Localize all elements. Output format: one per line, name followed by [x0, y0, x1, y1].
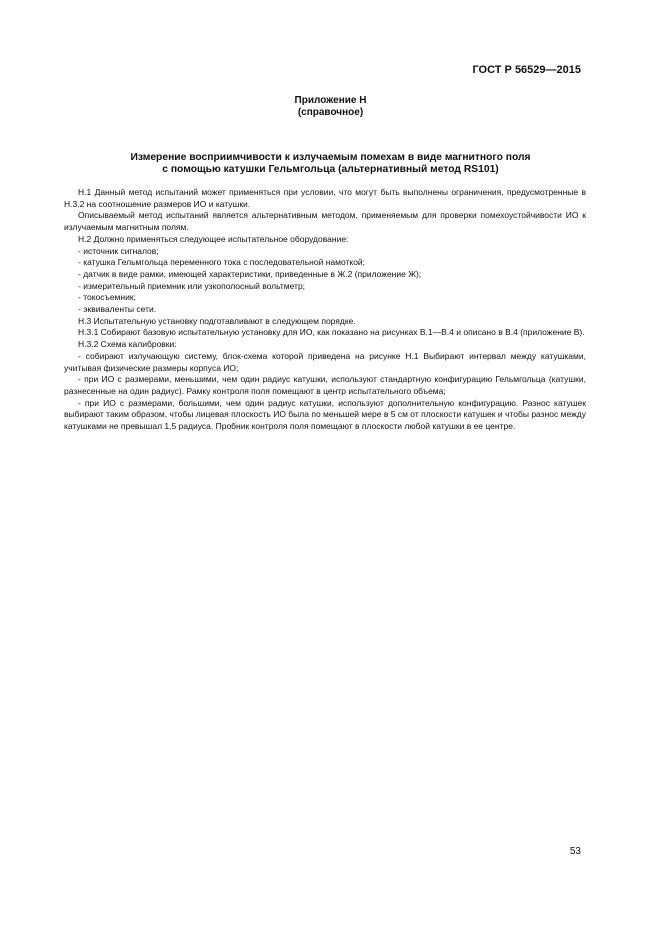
section-title — [70, 152, 591, 176]
paragraph: Н.3.1 Собирают базовую испытательную установку для ИО, как показано на рисунках В.1—В.4 и описано в В.4 (приложение В). — [78, 327, 585, 338]
appendix-kind: (справочное) — [297, 107, 364, 118]
paragraph: Н.2 Должно применяться следующее испытательное оборудование: — [78, 233, 349, 244]
section-title-line-2: с помощью катушки Гельмгольца (альтернативный метод RS101) — [162, 164, 499, 175]
section-title-line-1: Измерение восприимчивости к излучаемым помехам в виде магнитного поля — [130, 152, 531, 163]
list-item: - датчик в виде рамки, имеющей характеристики, приведенные в Ж.2 (приложение Ж); — [78, 268, 422, 279]
paragraph: Н.1 Данный метод испытаний может применяться при условии, что могут быть выполнены ограничения, предусмотренные в Н.3.2 на соотношение размеров ИО и катушки. — [64, 187, 586, 209]
appendix-heading — [0, 95, 661, 119]
list-item: - эквиваленты сети. — [78, 304, 157, 315]
list-item: - измерительный приемник или узкополосный вольтметр; — [78, 280, 306, 291]
list-item: - при ИО с размерами, меньшими, чем один радиус катушки, используют стандартную конфигурацию Гельмгольца (катушки, разнесенные на один радиус). Рамку контроля поля помещают в центр испытательного объема; — [64, 374, 586, 396]
paragraph: Н.3.2 Схема калибровки: — [78, 339, 177, 350]
paragraph: Описываемый метод испытаний является альтернативным методом, применяемым для проверки помехоустойчивости ИО к излучаемым магнитным полям. — [64, 210, 586, 233]
list-item: - при ИО с размерами, большими, чем один радиус катушки, используют дополнительную конфигурацию. Разнос катушек выбирают таким образом, чтобы лицевая плоскость ИО была по меньшей мере в 5 см от плоскости катушек и чтобы разнос между катушками не превышал 1,5 радиуса. Пробник контроля поля помещают в плоскости любой катушки в ее центре. — [64, 397, 586, 432]
list-item: - собирают излучающую систему, блок-схема которой приведена на рисунке Н.1 Выбирают интервал между катушками, учитывая физические размеры корпуса ИО; — [64, 350, 586, 373]
list-item: - токосъемник; — [78, 292, 136, 303]
page-number: 53 — [569, 846, 581, 857]
list-item: - источник сигналов; — [78, 245, 159, 256]
document-code: ГОСТ Р 56529—2015 — [472, 64, 581, 76]
list-item: - катушка Гельмгольца переменного тока с последовательной намоткой; — [78, 257, 366, 268]
body-text — [64, 187, 586, 433]
appendix-label: Приложение Н — [294, 95, 367, 106]
paragraph: Н.3 Испытательную установку подготавливают в следующем порядке. — [78, 315, 356, 326]
